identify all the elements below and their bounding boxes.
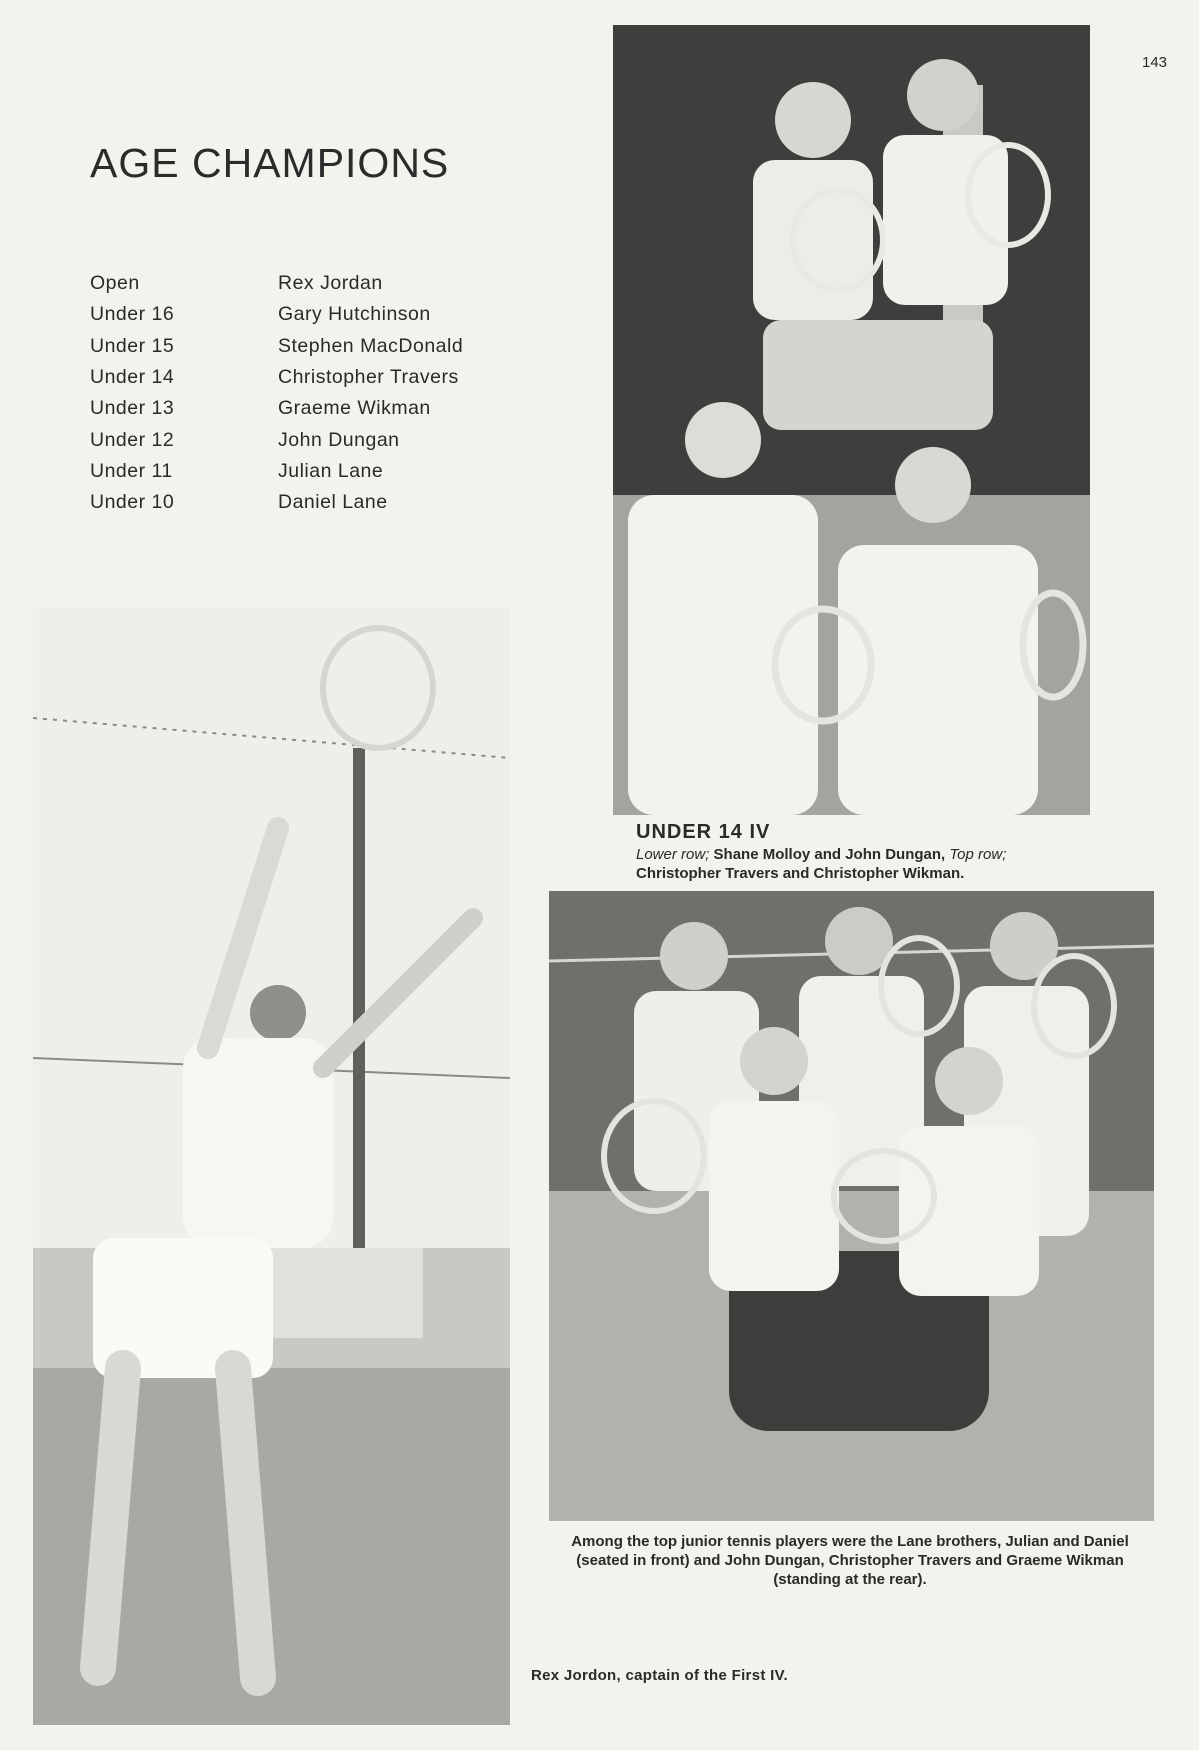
- lower-row-label: Lower row;: [636, 846, 710, 863]
- age-category: Under 16: [90, 303, 175, 326]
- lower-row-names: Shane Molloy and John Dungan,: [713, 846, 946, 863]
- age-category: Under 10: [90, 491, 175, 514]
- champion-name: Rex Jordan: [278, 272, 383, 295]
- champion-name: Graeme Wikman: [278, 397, 431, 420]
- under14-caption: [636, 845, 1068, 883]
- age-category: Under 15: [90, 334, 175, 357]
- champion-name: John Dungan: [278, 428, 400, 451]
- age-category: Under 14: [90, 366, 175, 389]
- top-row-label: Top row;: [949, 846, 1007, 863]
- champion-name: Daniel Lane: [278, 491, 388, 514]
- list-item: [90, 393, 510, 424]
- age-category: Under 12: [90, 428, 175, 451]
- champion-name: Stephen MacDonald: [278, 334, 464, 357]
- page-number: 143: [1142, 54, 1168, 71]
- list-item: [90, 331, 510, 362]
- junior-players-group-photo: [549, 891, 1154, 1521]
- under14-team-photo: [613, 25, 1090, 815]
- champions-list: [90, 268, 510, 518]
- list-item: [90, 456, 510, 487]
- champion-name: Gary Hutchinson: [278, 303, 431, 326]
- under14-title: UNDER 14 IV: [636, 821, 771, 843]
- champion-name: Julian Lane: [278, 459, 384, 482]
- group-photo-caption: Among the top junior tennis players were the Lane brothers, Julian and Daniel (seated in front) and John Dungan, Christopher Travers and Graeme Wikman (standing at the rear).: [571, 1533, 1129, 1588]
- age-category: Under 11: [90, 459, 173, 482]
- list-item: [90, 362, 510, 393]
- list-item: [90, 299, 510, 330]
- serving-photo-caption: Rex Jordon, captain of the First IV.: [531, 1667, 788, 1684]
- serving-player-photo: [33, 608, 510, 1725]
- age-category: Under 13: [90, 397, 175, 420]
- list-item: [90, 268, 510, 299]
- page-title: AGE CHAMPIONS: [90, 140, 450, 186]
- list-item: [90, 424, 510, 455]
- list-item: [90, 487, 510, 518]
- champion-name: Christopher Travers: [278, 366, 459, 389]
- top-row-names: Christopher Travers and Christopher Wikman.: [636, 865, 965, 882]
- age-category: Open: [90, 272, 140, 295]
